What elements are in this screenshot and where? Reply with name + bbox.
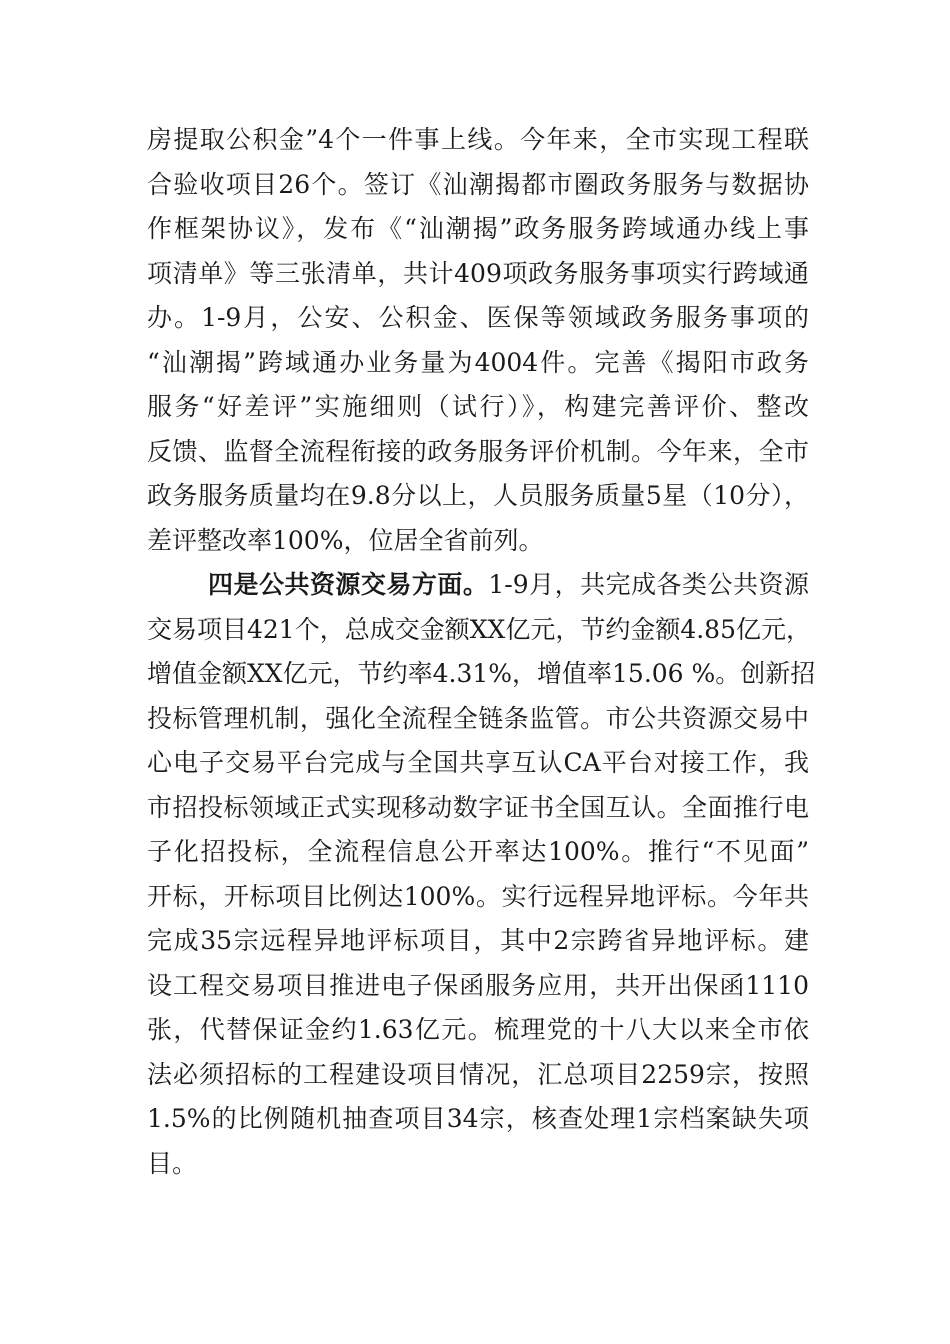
text-line: 目。 <box>147 1148 198 1178</box>
text-line: 子化招投标，全流程信息公开率达100%。推行“不见面” <box>147 837 809 866</box>
paragraph-first-line <box>147 563 809 608</box>
section-heading: 四是公共资源交易方面。 <box>208 570 489 599</box>
text-span: 1-9月，共完成各类公共资源 <box>488 570 809 599</box>
paragraph-public-resources <box>147 563 816 1186</box>
text-line: 反馈、监督全流程衔接的政务服务评价机制。今年来，全市 <box>147 436 809 466</box>
document-body <box>147 118 816 1186</box>
text-line: 增值金额XX亿元，节约率4.31%，增值率15.06 %。创新招 <box>147 659 816 688</box>
paragraph-service <box>147 118 809 563</box>
text-line: 完成35宗远程异地评标项目，其中2宗跨省异地评标。建 <box>147 926 809 955</box>
text-line: 法必须招标的工程建设项目情况，汇总项目2259宗，按照 <box>147 1059 809 1089</box>
text-line: 差评整改率100%，位居全省前列。 <box>147 525 544 555</box>
text-line: 1.5%的比例随机抽查项目34宗，核查处理1宗档案缺失项 <box>147 1104 809 1133</box>
text-line: 设工程交易项目推进电子保函服务应用，共开出保函1110 <box>147 970 809 1000</box>
text-line: 开标，开标项目比例达100%。实行远程异地评标。今年共 <box>147 881 809 911</box>
text-line: 合验收项目26个。签订《汕潮揭都市圈政务服务与数据协 <box>147 169 809 199</box>
text-line: 办。1-9月，公安、公积金、医保等领域政务服务事项的 <box>147 303 809 332</box>
text-line: “汕潮揭”跨域通办业务量为4004件。完善《揭阳市政务 <box>147 347 809 377</box>
text-line: 房提取公积金”4个一件事上线。今年来，全市实现工程联 <box>147 125 809 154</box>
text-line: 心电子交易平台完成与全国共享互认CA平台对接工作，我 <box>147 748 809 777</box>
text-line: 政务服务质量均在9.8分以上，人员服务质量5星（10分）， <box>147 481 809 510</box>
text-line: 作框架协议》，发布《“汕潮揭”政务服务跨域通办线上事 <box>147 214 809 243</box>
text-line: 交易项目421个，总成交金额XX亿元，节约金额4.85亿元， <box>147 614 811 644</box>
text-line: 服务“好差评”实施细则（试行）》，构建完善评价、整改 <box>147 392 809 421</box>
text-line: 张，代替保证金约1.63亿元。梳理党的十八大以来全市依 <box>147 1015 809 1044</box>
text-line: 项清单》等三张清单，共计409项政务服务事项实行跨域通 <box>147 258 809 288</box>
text-line: 市招投标领域正式实现移动数字证书全国互认。全面推行电 <box>147 792 809 822</box>
text-line: 投标管理机制，强化全流程全链条监管。市公共资源交易中 <box>147 703 809 733</box>
